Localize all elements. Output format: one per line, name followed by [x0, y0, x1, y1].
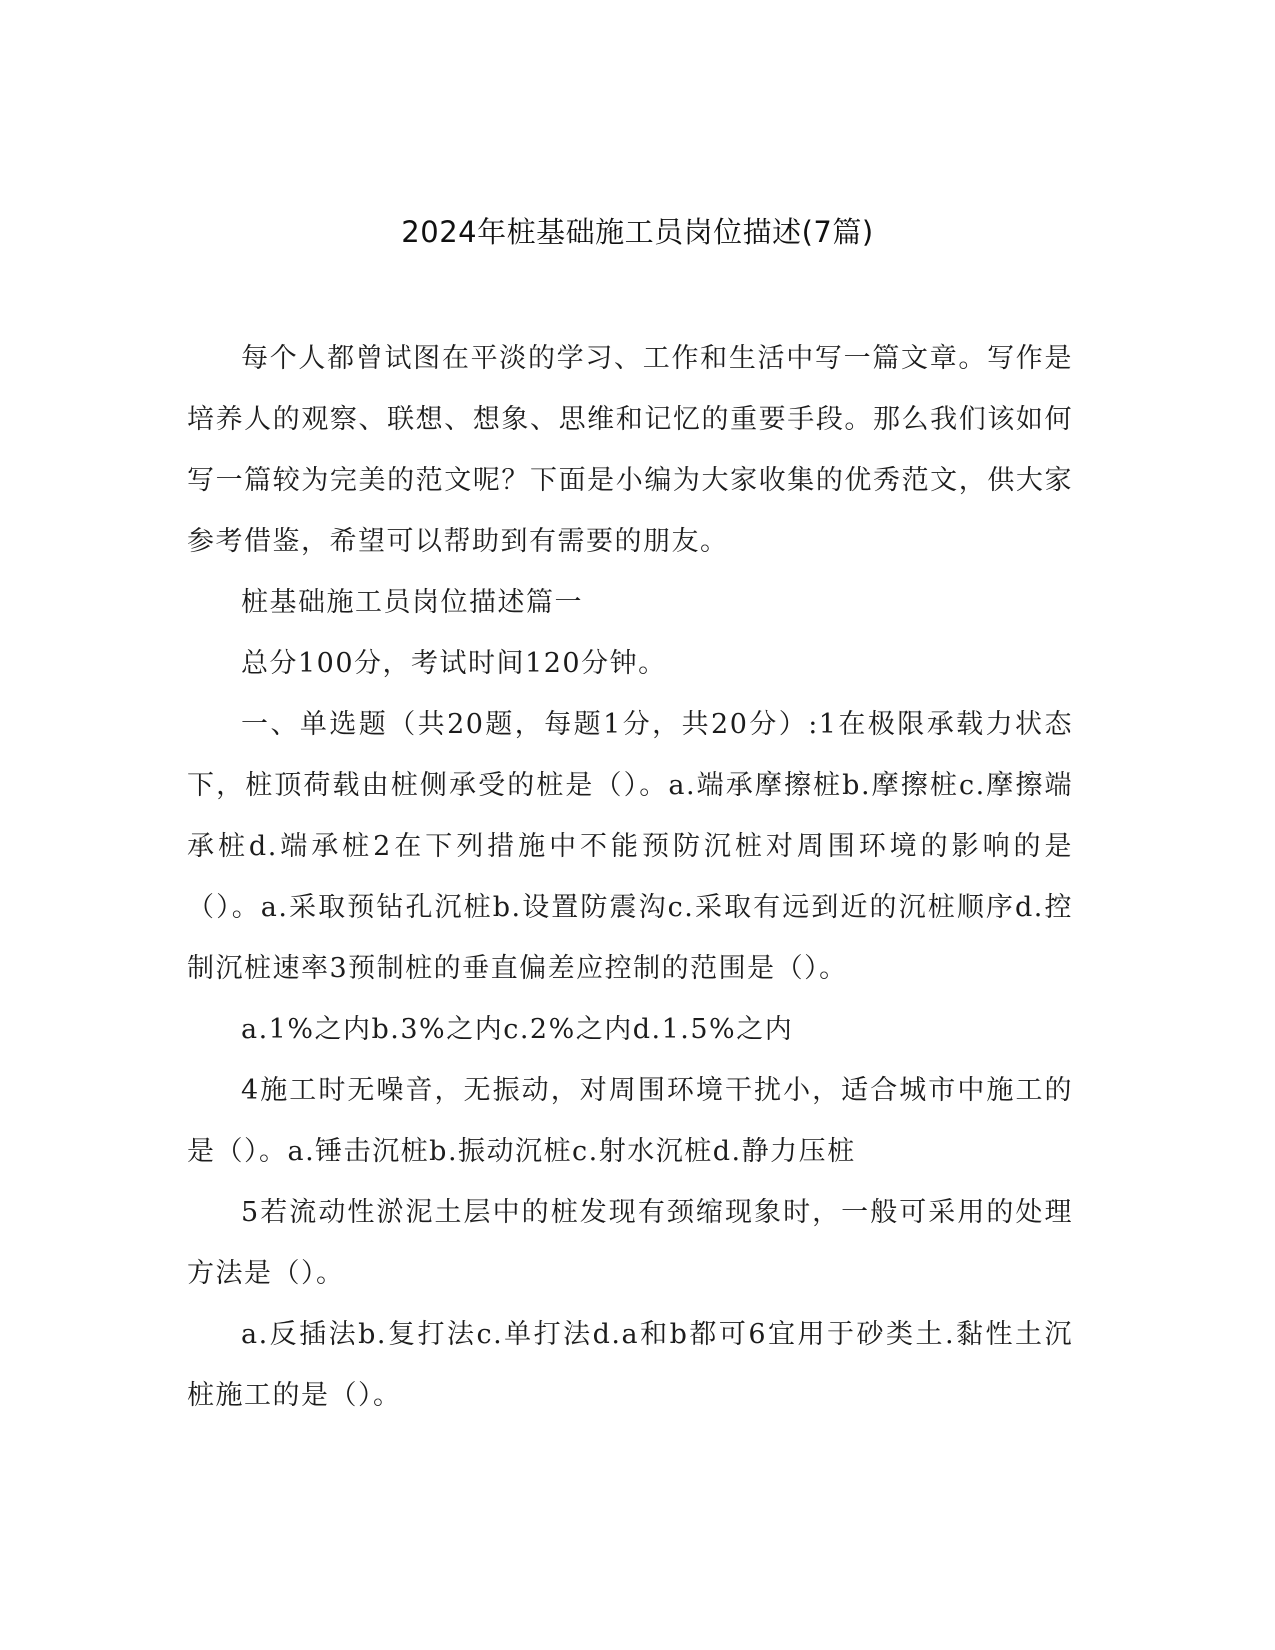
intro-paragraph: 每个人都曾试图在平淡的学习、工作和生活中写一篇文章。写作是培养人的观察、联想、想象、思维和记忆的重要手段。那么我们该如何写一篇较为完美的范文呢？下面是小编为大家收集的优秀范文，供大家参考借鉴，希望可以帮助到有需要的朋友。	[187, 343, 1073, 557]
section-heading: 桩基础施工员岗位描述篇一	[241, 587, 583, 618]
question-paragraph: 4施工时无噪音，无振动，对周围环境干扰小，适合城市中施工的是（）。a.锤击沉桩b.振动沉桩c.射水沉桩d.静力压桩	[187, 1075, 1073, 1167]
document-title: 2024年桩基础施工员岗位描述(7篇)	[401, 215, 874, 249]
question-paragraph: a.1%之内b.3%之内c.2%之内d.1.5%之内	[241, 1014, 794, 1045]
question-paragraph: 一、单选题（共20题，每题1分，共20分）:1在极限承载力状态下，桩顶荷载由桩侧承受的桩是（）。a.端承摩擦桩b.摩擦桩c.摩擦端承桩d.端承桩2在下列措施中不能预防沉桩对周围环境的影响的是（）。a.采取预钻孔沉桩b.设置防震沟c.采取有远到近的沉桩顺序d.控制沉桩速率3预制桩的垂直偏差应控制的范围是（）。	[187, 709, 1073, 984]
exam-info-paragraph: 总分100分，考试时间120分钟。	[241, 648, 667, 679]
question-paragraph: a.反插法b.复打法c.单打法d.a和b都可6宜用于砂类土.黏性土沉桩施工的是（）。	[187, 1319, 1073, 1411]
question-paragraph: 5若流动性淤泥土层中的桩发现有颈缩现象时，一般可采用的处理方法是（）。	[187, 1197, 1073, 1289]
document-body	[187, 328, 1073, 1426]
